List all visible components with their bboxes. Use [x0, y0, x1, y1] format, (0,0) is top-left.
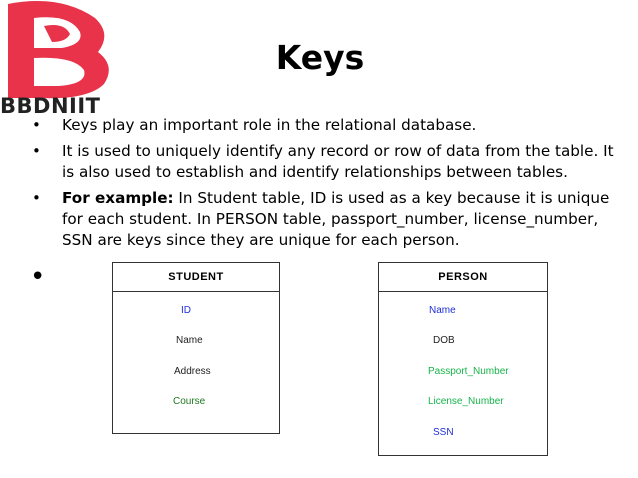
student-attr-address: Address	[174, 366, 211, 377]
bullet-text: Keys play an important role in the relational database.	[62, 116, 477, 134]
student-entity-box	[112, 262, 280, 434]
bullet-list	[26, 115, 616, 256]
slide-title: Keys	[275, 38, 365, 77]
person-attr-passport-number: Passport_Number	[428, 366, 509, 377]
bullet-item	[26, 115, 616, 136]
person-entity-box	[378, 262, 548, 456]
person-attr-name: Name	[429, 305, 456, 316]
bullet-item	[26, 141, 616, 183]
student-attr-course: Course	[173, 396, 206, 407]
logo-mark-icon	[0, 0, 118, 100]
person-attr-license-number: License_Number	[428, 396, 504, 407]
student-entity-header: STUDENT	[113, 263, 279, 292]
bullet-text: In Student table, ID is used as a key because it is unique for each student. In PERSON table, passport_number, license_number, SSN are keys since they are unique for each person.	[62, 189, 610, 249]
person-entity-header: PERSON	[379, 263, 547, 292]
student-attr-id: ID	[181, 305, 191, 316]
bullet-item	[26, 188, 616, 251]
person-attr-dob: DOB	[433, 335, 455, 346]
student-attr-name: Name	[176, 335, 203, 346]
bbdniit-logo	[0, 0, 118, 118]
bullet-bold: For example:	[62, 189, 174, 207]
person-attr-ssn: SSN	[433, 427, 454, 438]
logo-text: BBDNIIT	[0, 94, 101, 118]
bullet-text: It is used to uniquely identify any record or row of data from the table. It is also used to establish and identify relationships between tables.	[62, 142, 614, 181]
empty-bullet: •	[30, 262, 46, 292]
